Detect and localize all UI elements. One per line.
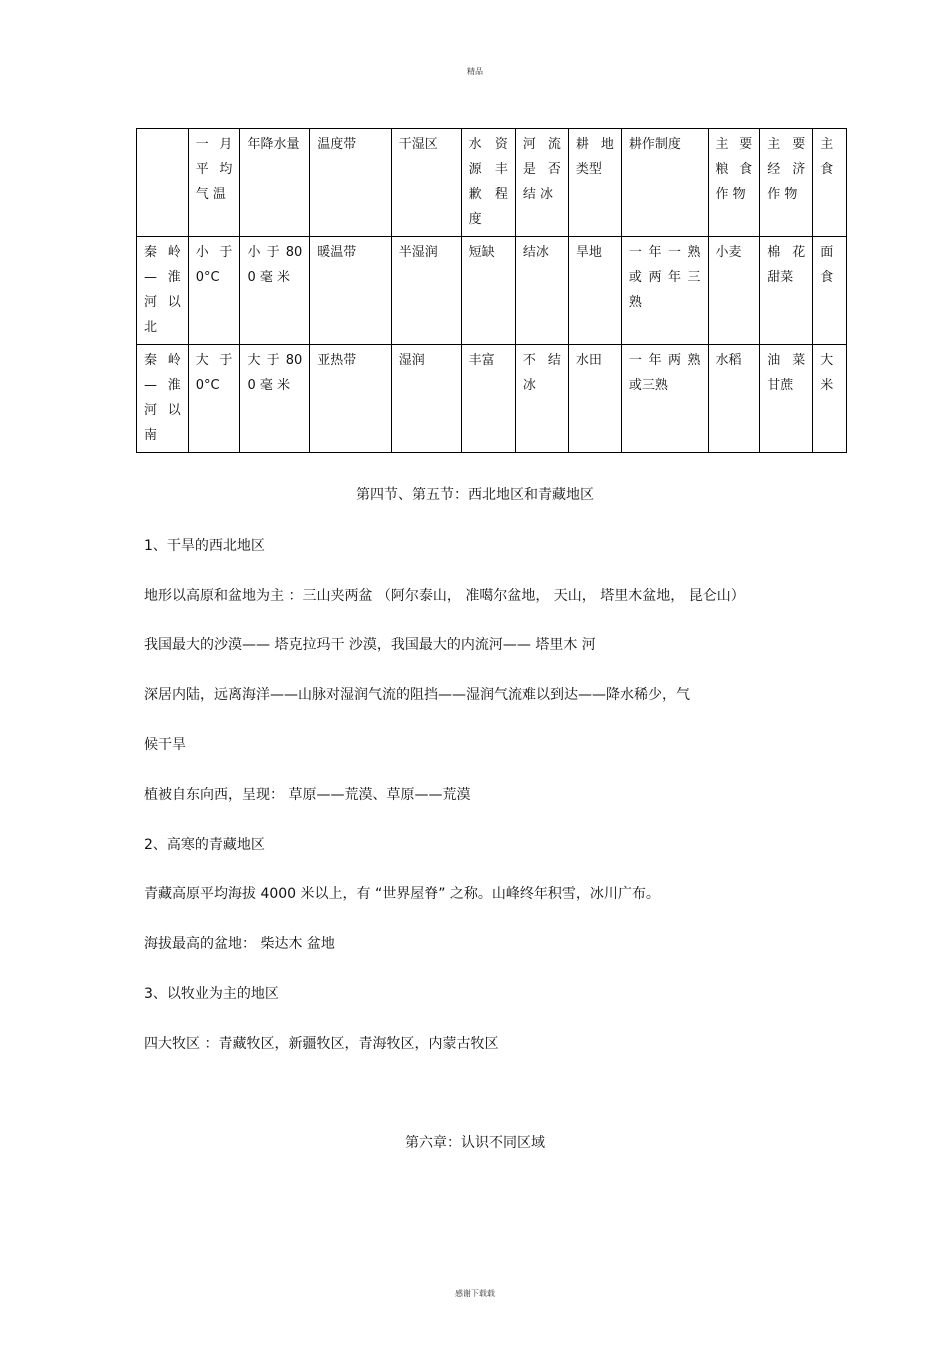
table-cell: 小麦 (708, 237, 760, 345)
table-header-cell: 干湿区 (391, 129, 461, 237)
table-cell: 旱地 (568, 237, 621, 345)
table-cell: 亚热带 (310, 345, 391, 453)
table-header-cell: 一 月 平 均 气 温 (188, 129, 240, 237)
paragraph: 候干旱 (144, 737, 186, 753)
table-cell: 小于 0°C (188, 237, 240, 345)
table-header-cell: 主 要 粮 食 作 物 (708, 129, 760, 237)
table-header-cell (137, 129, 189, 237)
table-cell: 一 年 一 熟 或 两 年 三 熟 (621, 237, 708, 345)
table-header-cell: 耕作制度 (621, 129, 708, 237)
paragraph: 四大牧区 ：青藏牧区，新疆牧区，青海牧区，内蒙古牧区 (144, 1036, 499, 1052)
subheading: 1、干旱的西北地区 (144, 538, 265, 554)
table-cell: 小 于 800 毫 米 (240, 237, 310, 345)
table-cell: 短缺 (461, 237, 515, 345)
table-cell: 结冰 (515, 237, 568, 345)
table-cell: 水稻 (708, 345, 760, 453)
table-cell: 水田 (568, 345, 621, 453)
table-row (137, 345, 847, 453)
table-header-cell: 主食 (813, 129, 847, 237)
table-header-cell: 主 要 经 济 作 物 (760, 129, 813, 237)
table-header-cell: 耕地类型 (568, 129, 621, 237)
subheading: 3、以牧业为主的地区 (144, 986, 279, 1002)
table-header-row (137, 129, 847, 237)
paragraph: 地形以高原和盆地为主 ：三山夹两盆 （阿尔泰山， 准噶尔盆地， 天山， 塔里木盆地， 昆仑山） (144, 588, 745, 604)
chapter-title: 第六章：认识不同区域 (405, 1135, 545, 1151)
table-cell: 油菜 甘蔗 (760, 345, 813, 453)
paragraph: 海拔最高的盆地： 柴达木 盆地 (144, 936, 335, 952)
comparison-table (136, 128, 847, 453)
table-cell: 棉花 甜菜 (760, 237, 813, 345)
table-header-cell: 河 流 是 否 结 冰 (515, 129, 568, 237)
table-cell: 秦 岭 — 淮 河 以 北 (137, 237, 189, 345)
table-header-cell: 水 资 源 丰 歉 程 度 (461, 129, 515, 237)
table-cell: 大 于 800 毫 米 (240, 345, 310, 453)
page-header: 精品 (467, 67, 483, 76)
section-title: 第四节、第五节：西北地区和青藏地区 (356, 487, 594, 503)
paragraph: 青藏高原平均海拔 4000 米以上，有 “世界屋脊” 之称。山峰终年积雪，冰川广布。 (144, 886, 660, 902)
table-cell: 半湿润 (391, 237, 461, 345)
table-cell: 湿润 (391, 345, 461, 453)
paragraph: 我国最大的沙漠—— 塔克拉玛干 沙漠，我国最大的内流河—— 塔里木 河 (144, 637, 596, 653)
table-cell: 不 结 冰 (515, 345, 568, 453)
page-footer: 感谢下载载 (455, 1289, 495, 1298)
table-cell: 一 年 两 熟 或三熟 (621, 345, 708, 453)
table-cell: 暖温带 (310, 237, 391, 345)
table-cell: 面食 (813, 237, 847, 345)
table-header-cell: 年降水量 (240, 129, 310, 237)
table-cell: 丰富 (461, 345, 515, 453)
table-cell: 秦 岭 — 淮 河 以 南 (137, 345, 189, 453)
table-cell: 大米 (813, 345, 847, 453)
table-header-cell: 温度带 (310, 129, 391, 237)
table-cell: 大于 0°C (188, 345, 240, 453)
paragraph: 植被自东向西，呈现： 草原——荒漠、草原——荒漠 (144, 787, 471, 803)
subheading: 2、高寒的青藏地区 (144, 837, 265, 853)
table-row (137, 237, 847, 345)
paragraph: 深居内陆，远离海洋——山脉对湿润气流的阻挡——湿润气流难以到达——降水稀少，气 (144, 687, 690, 703)
